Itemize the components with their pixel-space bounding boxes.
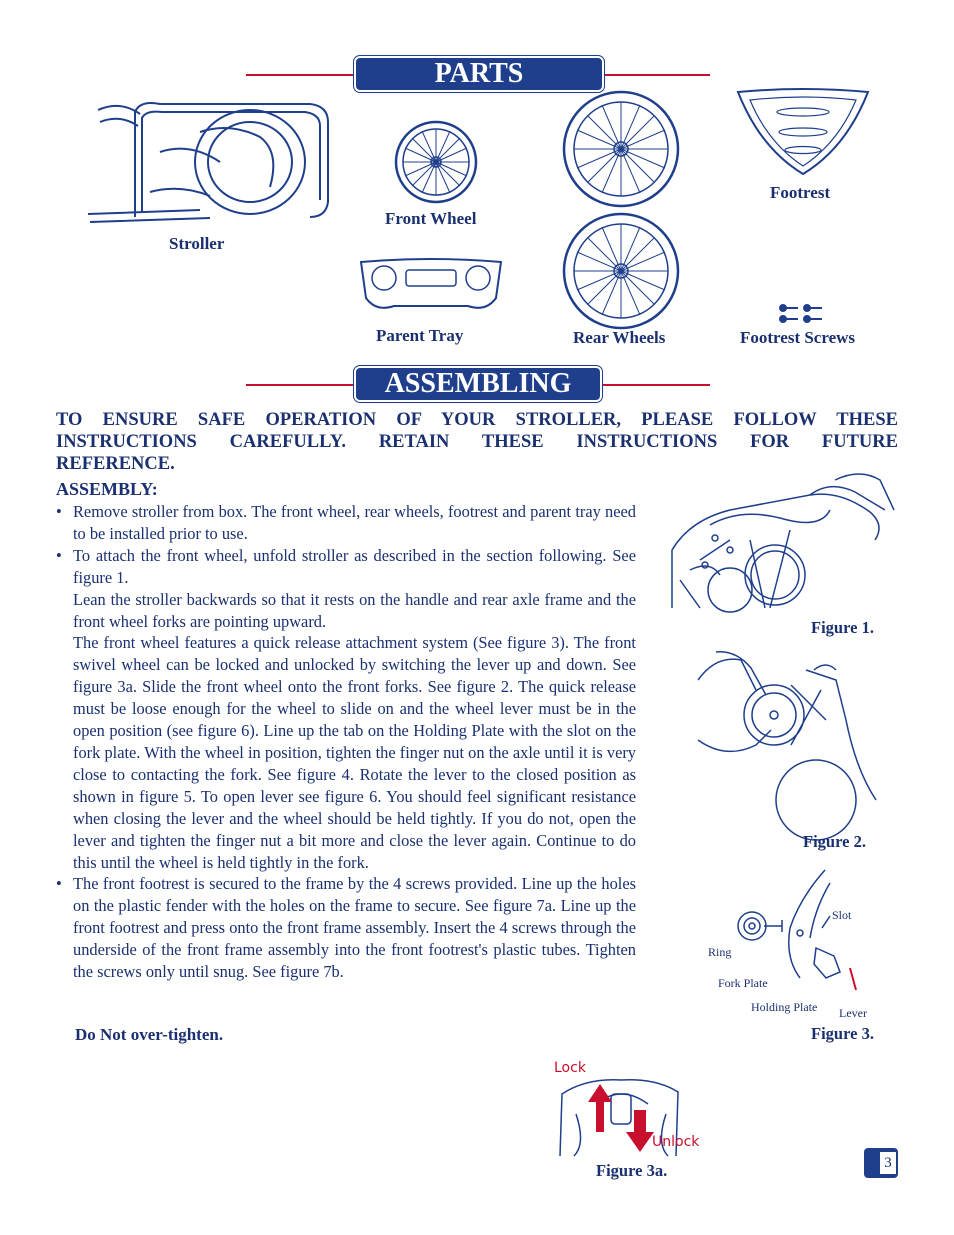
front-wheel-label: Front Wheel (385, 209, 477, 228)
front-wheel-para-3: The front wheel features a quick release attachment system (See figure 3). The front swivel wheel can be locked and unlocked by switching the lever up and down. See figure 3a. Slide the front wheel onto the front forks. See figure 2. The quick release must be loose enough for the wheel to slide on and the wheel lever must be in the open position (see figure 6). Line up the tab on the Holding Plate with the slot on the fork plate. With the wheel in position, tighten the finger nut on the axle until it is very close to contacting the fork. See figure 4. Rotate the lever to the closed position as shown in figure 5. To open lever see figure 6. You should feel significant resistance when closing the lever and the wheel should be held tightly. If you do not, open the lever and tighten the finger nut a bit more and close the lever again. Continue to do this until the wheel is held tightly in the fork. (73, 633, 636, 872)
assembly-instructions (56, 501, 636, 983)
caution-text: Do Not over-tighten. (75, 1025, 224, 1044)
assembling-heading: ASSEMBLING (354, 366, 602, 402)
safety-warning-line2: INSTRUCTIONS CAREFULLY. RETAIN THESE INSTRUCTIONS FOR FUTURE (56, 432, 898, 452)
instruction-step-footrest: • The front footrest is secured to the frame by the 4 screws provided. Line up the holes on the plastic fender with the holes on the frame to secure. See figure 7a. Line up the front footrest and press onto the front frame assembly. Insert the 4 screws through the underside of the front frame assembly into the front footrest's plastic tubes. Tighten the screws only until snug. See figure 7b. (56, 873, 636, 983)
figure-3-caption: Figure 3. (811, 1024, 874, 1043)
figure-3-label-slot: Slot (832, 908, 852, 922)
parent-tray-label: Parent Tray (376, 326, 464, 345)
figure-1-caption: Figure 1. (811, 618, 874, 637)
figure-3a-caption: Figure 3a. (596, 1161, 668, 1180)
page-number: 3 (880, 1152, 896, 1174)
front-wheel-para-2: Lean the stroller backwards so that it rests on the handle and rear axle frame and the front wheel forks are pointing upward. (73, 589, 636, 631)
unlock-arrow-icon (626, 1110, 654, 1152)
figure-2-caption: Figure 2. (803, 832, 866, 851)
figure-3a-label-unlock: Unlock (652, 1134, 700, 1150)
assembling-rule-right (598, 384, 710, 386)
footrest-screws-icon (778, 303, 824, 325)
parts-heading: PARTS (354, 56, 604, 92)
figure-1-illustration (670, 470, 895, 610)
stroller-label: Stroller (169, 234, 225, 253)
instruction-step-remove: • Remove stroller from box. The front wheel, rear wheels, footrest and parent tray need to be installed prior to use. (56, 501, 636, 545)
figure-3-label-fork-plate: Fork Plate (718, 976, 768, 990)
rear-wheel-bottom-illustration (562, 212, 680, 330)
assembly-subheading: ASSEMBLY: (56, 479, 158, 499)
front-wheel-illustration (394, 120, 478, 204)
lock-arrow-icon (588, 1084, 612, 1132)
footrest-label: Footrest (770, 183, 831, 202)
assembling-rule-left (246, 384, 356, 386)
figure-3-label-holding-plate: Holding Plate (751, 1000, 818, 1014)
instruction-step-front-wheel (56, 545, 636, 874)
rear-wheel-top-illustration (562, 90, 680, 208)
footrest-illustration (736, 88, 870, 178)
front-wheel-para-1: • To attach the front wheel, unfold stroller as described in the section following. See figure 1. (73, 545, 636, 587)
figure-3-label-lever: Lever (839, 1006, 867, 1020)
rear-wheels-label: Rear Wheels (573, 328, 666, 347)
parts-rule-left (246, 74, 356, 76)
safety-warning-line1: TO ENSURE SAFE OPERATION OF YOUR STROLLER, PLEASE FOLLOW THESE (56, 410, 898, 430)
stroller-illustration (80, 92, 340, 232)
figure-2-illustration (696, 650, 886, 832)
safety-warning-line3: REFERENCE. (56, 454, 175, 474)
parts-rule-right (600, 74, 710, 76)
parent-tray-illustration (358, 256, 504, 316)
footrest-screws-label: Footrest Screws (740, 328, 856, 347)
figure-3a-label-lock: Lock (554, 1060, 586, 1076)
figure-3-label-ring: Ring (708, 945, 732, 959)
